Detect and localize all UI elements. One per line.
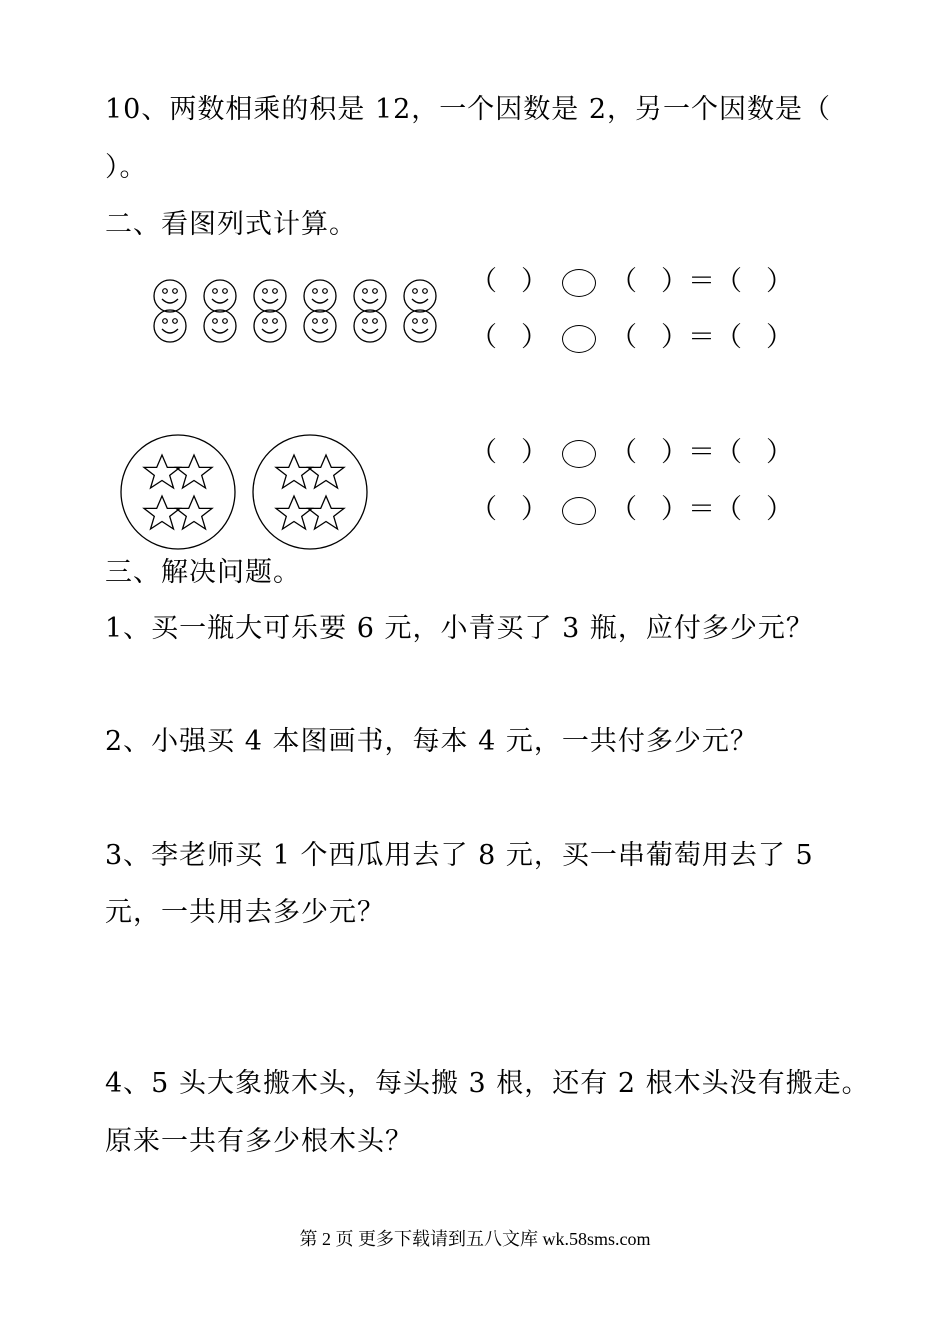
equation-2 [470, 318, 793, 358]
paren-open: （ [470, 266, 497, 297]
equation-1 [470, 262, 793, 302]
page-footer: 第 2 页 更多下载请到五八文库 wk.58sms.com [299, 1229, 651, 1249]
smiley-grid [154, 280, 436, 342]
equation-3 [470, 433, 793, 473]
paren-close: ） [521, 266, 548, 297]
section2-title: 二、看图列式计算。 [105, 209, 357, 240]
problem-2: 2、小强买 4 本图画书，每本 4 元，一共付多少元？ [105, 726, 758, 757]
star-icon [144, 455, 180, 488]
star-icon [276, 496, 312, 529]
smiley-face-icon [254, 310, 286, 342]
smiley-face-icon [354, 280, 386, 312]
smiley-face-icon [154, 310, 186, 342]
paren-open: （ [610, 494, 637, 525]
section3-title: 三、解决问题。 [105, 557, 301, 588]
problem-1: 1、买一瓶大可乐要 6 元，小青买了 3 瓶，应付多少元？ [105, 613, 814, 644]
operator-circle[interactable] [562, 497, 596, 525]
star-icon [308, 496, 344, 529]
q10-line2: ）。 [105, 152, 148, 183]
equals-paren: ）＝（ [661, 494, 742, 525]
group-circle [253, 435, 367, 549]
operator-circle[interactable] [562, 269, 596, 297]
smiley-face-icon [154, 280, 186, 312]
paren-close: ） [521, 322, 548, 353]
smiley-face-icon [404, 280, 436, 312]
paren-close: ） [766, 322, 793, 353]
star-icon [176, 455, 212, 488]
star-circles-picture [118, 432, 378, 552]
operator-circle[interactable] [562, 440, 596, 468]
paren-open: （ [610, 322, 637, 353]
paren-open: （ [610, 266, 637, 297]
equation-4 [470, 490, 793, 530]
star-icon [144, 496, 180, 529]
smiley-face-icon [204, 280, 236, 312]
group-circle [121, 435, 235, 549]
paren-close: ） [766, 494, 793, 525]
paren-close: ） [766, 437, 793, 468]
paren-open: （ [610, 437, 637, 468]
smiley-face-icon [304, 310, 336, 342]
paren-open: （ [470, 322, 497, 353]
paren-open: （ [470, 494, 497, 525]
paren-close: ） [521, 437, 548, 468]
paren-open: （ [470, 437, 497, 468]
smiley-face-icon [254, 280, 286, 312]
operator-circle[interactable] [562, 325, 596, 353]
star-icon [276, 455, 312, 488]
equals-paren: ）＝（ [661, 266, 742, 297]
star-icon [176, 496, 212, 529]
smiley-face-icon [204, 310, 236, 342]
star-icon [308, 455, 344, 488]
problem-4-line2: 原来一共有多少根木头？ [105, 1126, 413, 1157]
smiley-faces-picture [148, 276, 448, 346]
circle-group [121, 435, 367, 549]
problem-3-line2: 元，一共用去多少元？ [105, 897, 385, 928]
q10-line1: 10、两数相乘的积是 12，一个因数是 2，另一个因数是（ [105, 94, 832, 125]
smiley-face-icon [304, 280, 336, 312]
equals-paren: ）＝（ [661, 322, 742, 353]
problem-3-line1: 3、李老师买 1 个西瓜用去了 8 元，买一串葡萄用去了 5 [105, 840, 814, 871]
problem-4-line1: 4、5 头大象搬木头，每头搬 3 根，还有 2 根木头没有搬走。 [105, 1068, 870, 1099]
paren-close: ） [766, 266, 793, 297]
equals-paren: ）＝（ [661, 437, 742, 468]
paren-close: ） [521, 494, 548, 525]
smiley-face-icon [354, 310, 386, 342]
smiley-face-icon [404, 310, 436, 342]
